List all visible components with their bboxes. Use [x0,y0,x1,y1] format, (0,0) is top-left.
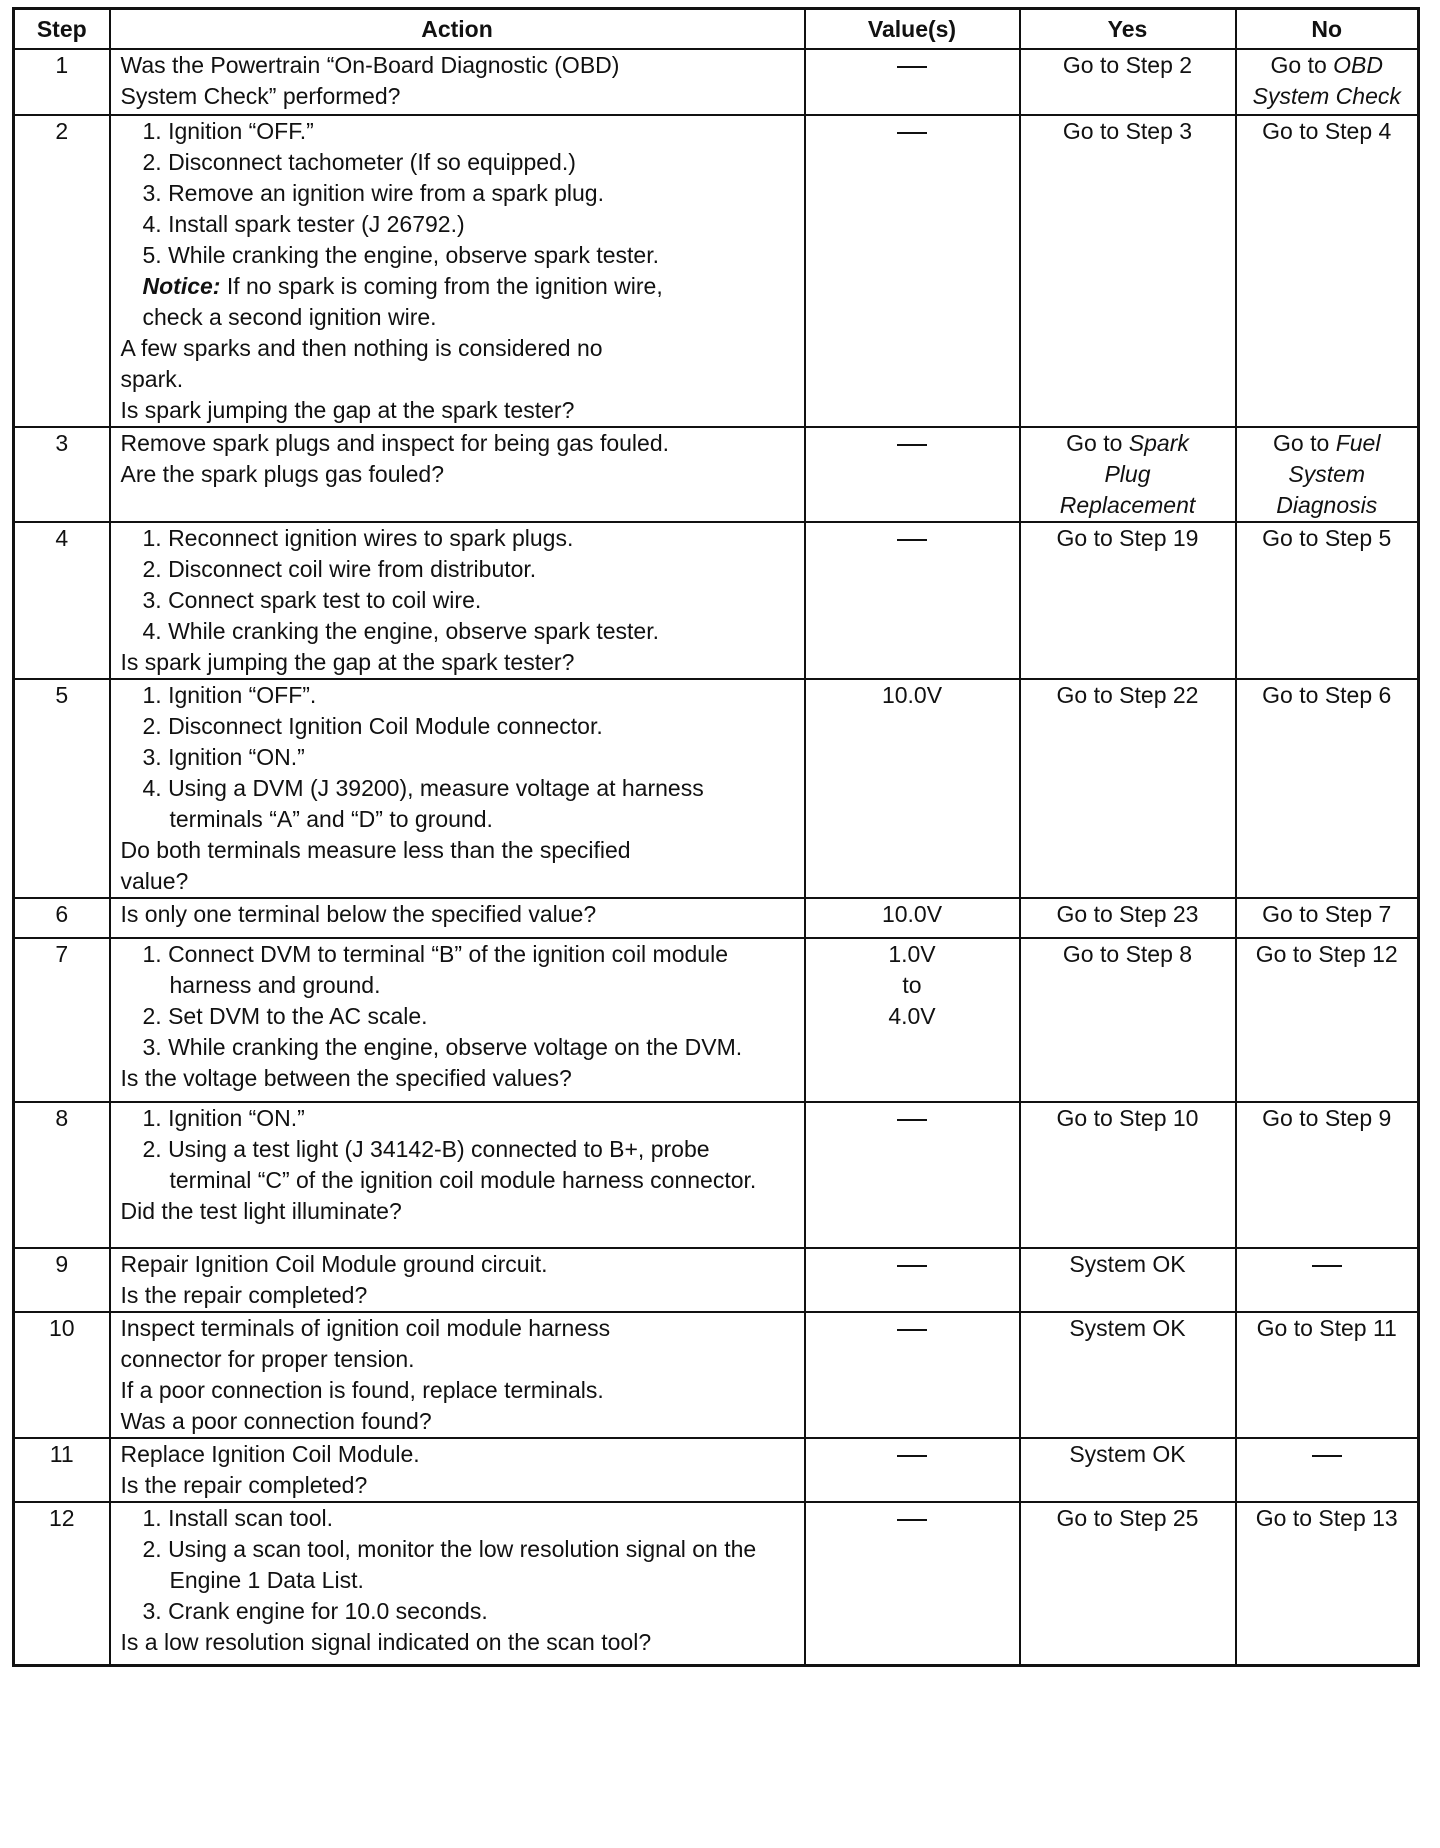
empty-dash [897,539,927,541]
result-text: Go to Step 2 [1062,52,1193,78]
table-row [14,1312,1419,1438]
result-text: Go to Step 13 [1255,1505,1398,1531]
action-step: 1. Connect DVM to terminal “B” of the ignition coil module harness and ground. [142,941,728,998]
action-question: Is spark jumping the gap at the spark tester? [120,649,575,675]
result-text: Go to Step 10 [1056,1105,1199,1131]
no-cell [1236,1102,1419,1248]
header-no: No [1236,9,1419,50]
step-cell: 1 [14,49,110,115]
action-step: 3. Connect spark test to coil wire. [142,587,482,613]
result-text: System OK [1069,1315,1186,1341]
reference-link-text: System [1288,461,1366,487]
no-cell [1236,1248,1419,1312]
value-cell [805,1248,1020,1312]
yes-cell [1020,1502,1236,1665]
action-question: Is the voltage between the specified values? [120,1065,572,1091]
empty-dash [897,1455,927,1457]
table-row [14,1102,1419,1248]
header-yes: Yes [1020,9,1236,50]
no-cell [1236,427,1419,522]
result-text: Go to [1273,430,1336,456]
result-text: Go to Step 3 [1062,118,1193,144]
step-cell: 12 [14,1502,110,1665]
yes-cell [1020,49,1236,115]
action-question: spark. [120,366,184,392]
table-row [14,1248,1419,1312]
result-text: Go to Step 5 [1262,525,1392,551]
value-cell [805,1102,1020,1248]
action-cell [110,1248,805,1312]
step-cell: 7 [14,938,110,1102]
value-cell [805,427,1020,522]
action-cell [110,522,805,679]
action-text: Are the spark plugs gas fouled? [120,461,444,487]
action-question: Did the test light illuminate? [120,1198,402,1224]
action-text: System Check” performed? [120,83,401,109]
action-question: Is a low resolution signal indicated on the scan tool? [120,1629,652,1655]
action-step: 4. While cranking the engine, observe spark tester. [142,618,660,644]
result-text: Go to Step 25 [1056,1505,1199,1531]
action-step: 2. Using a test light (J 34142-B) connected to B+, probe terminal “C” of the ignition coil module harness connector. [142,1136,757,1193]
table-body [14,49,1419,1665]
step-cell: 3 [14,427,110,522]
reference-link-text: Spark [1128,430,1189,456]
reference-link-text: OBD [1333,52,1383,78]
action-step: 2. Disconnect tachometer (If so equipped.) [142,149,576,175]
empty-dash [1312,1265,1342,1267]
reference-link-text: Diagnosis [1276,492,1378,518]
action-cell [110,1438,805,1502]
action-text: Is the repair completed? [120,1282,368,1308]
diagnostic-table [12,7,1420,1667]
no-cell [1236,115,1419,427]
result-text: Go to Step 7 [1262,901,1392,927]
yes-cell [1020,522,1236,679]
action-cell [110,427,805,522]
result-text: System OK [1069,1441,1186,1467]
table-row [14,49,1419,115]
empty-dash [897,1119,927,1121]
step-cell: 8 [14,1102,110,1248]
action-step: 2. Disconnect coil wire from distributor. [142,556,537,582]
result-text: Go to Step 8 [1062,941,1193,967]
step-cell: 9 [14,1248,110,1312]
action-question: Is spark jumping the gap at the spark tester? [120,397,575,423]
step-cell: 11 [14,1438,110,1502]
empty-dash [1312,1455,1342,1457]
table-row [14,115,1419,427]
no-cell [1236,1502,1419,1665]
action-step: 3. While cranking the engine, observe voltage on the DVM. [142,1034,743,1060]
result-text: Go to Step 19 [1056,525,1199,551]
value-text: 1.0V [888,941,936,967]
reference-link-text: System Check [1252,83,1401,109]
value-cell [805,679,1020,898]
notice: Notice: If no spark is coming from the ignition wire, check a second ignition wire. [142,273,663,330]
value-cell [805,49,1020,115]
empty-dash [897,132,927,134]
empty-dash [897,444,927,446]
result-text: Go to Step 12 [1255,941,1398,967]
action-question: Do both terminals measure less than the specified [120,837,631,863]
action-step: 1. Ignition “OFF”. [142,682,317,708]
yes-cell [1020,1312,1236,1438]
no-cell [1236,679,1419,898]
value-cell [805,1438,1020,1502]
no-cell [1236,1438,1419,1502]
action-step: 3. Remove an ignition wire from a spark plug. [142,180,604,206]
table-row [14,679,1419,898]
action-step: 3. Ignition “ON.” [142,744,305,770]
no-cell [1236,1312,1419,1438]
value-text: to [902,972,922,998]
value-cell [805,1502,1020,1665]
diagnostic-page [12,7,1417,1667]
result-text: Go to Step 9 [1262,1105,1392,1131]
result-text: Go to Step 6 [1262,682,1392,708]
action-step: 1. Ignition “OFF.” [142,118,314,144]
result-text: Go to [1066,430,1129,456]
step-cell: 10 [14,1312,110,1438]
step-cell: 4 [14,522,110,679]
action-cell [110,679,805,898]
reference-link-text: Replacement [1059,492,1196,518]
action-step: 1. Reconnect ignition wires to spark plugs. [142,525,574,551]
result-text: Go to Step 23 [1056,901,1199,927]
value-cell [805,115,1020,427]
action-text: Is the repair completed? [120,1472,368,1498]
action-steps [121,116,794,271]
header-step: Step [14,9,110,50]
empty-dash [897,1519,927,1521]
table-row [14,898,1419,938]
table-row [14,1438,1419,1502]
reference-link-text: Plug [1104,461,1151,487]
action-step: 2. Using a scan tool, monitor the low resolution signal on the Engine 1 Data List. [142,1536,757,1593]
value-cell [805,522,1020,679]
value-cell [805,898,1020,938]
step-cell: 5 [14,679,110,898]
action-text: Remove spark plugs and inspect for being gas fouled. [120,430,669,456]
yes-cell [1020,1102,1236,1248]
action-steps [121,680,794,835]
yes-cell [1020,1438,1236,1502]
notice-label: Notice: [142,273,221,299]
yes-cell [1020,898,1236,938]
action-step: 4. Using a DVM (J 39200), measure voltage at harness terminals “A” and “D” to ground. [142,775,704,832]
action-cell [110,115,805,427]
result-text: System OK [1069,1251,1186,1277]
yes-cell [1020,938,1236,1102]
action-steps [121,939,794,1063]
action-steps [121,523,794,647]
value-text: 4.0V [888,1003,936,1029]
yes-cell [1020,679,1236,898]
value-text: 10.0V [881,682,943,708]
action-cell [110,898,805,938]
action-cell [110,1502,805,1665]
action-cell [110,1102,805,1248]
header-values: Value(s) [805,9,1020,50]
action-step: 3. Crank engine for 10.0 seconds. [142,1598,488,1624]
value-cell [805,938,1020,1102]
result-text: Go to Step 11 [1256,1315,1397,1341]
action-text: Replace Ignition Coil Module. [120,1441,420,1467]
result-text: Go to [1270,52,1334,78]
action-text: Inspect terminals of ignition coil module harness [120,1315,611,1341]
empty-dash [897,1329,927,1331]
action-step: 2. Set DVM to the AC scale. [142,1003,428,1029]
empty-dash [897,66,927,68]
action-question: A few sparks and then nothing is considered no [120,335,603,361]
table-row [14,522,1419,679]
action-text: Was the Powertrain “On-Board Diagnostic (OBD) [120,52,620,78]
action-step: 4. Install spark tester (J 26792.) [142,211,465,237]
table-row [14,427,1419,522]
value-cell [805,1312,1020,1438]
action-step: 5. While cranking the engine, observe spark tester. [142,242,660,268]
action-question: value? [120,868,189,894]
step-cell: 6 [14,898,110,938]
action-cell [110,938,805,1102]
action-text: connector for proper tension. [120,1346,415,1372]
header-action: Action [110,9,805,50]
yes-cell [1020,115,1236,427]
yes-cell [1020,427,1236,522]
action-steps [121,1103,794,1196]
action-text: Is only one terminal below the specified value? [120,901,597,927]
action-steps [121,1503,794,1627]
header-row [14,9,1419,50]
empty-dash [897,1265,927,1267]
action-text: If a poor connection is found, replace terminals. [120,1377,604,1403]
action-text: Repair Ignition Coil Module ground circuit. [120,1251,548,1277]
action-cell [110,1312,805,1438]
reference-link-text: Fuel [1335,430,1381,456]
action-step: 1. Ignition “ON.” [142,1105,305,1131]
step-cell: 2 [14,115,110,427]
table-row [14,1502,1419,1665]
yes-cell [1020,1248,1236,1312]
action-cell [110,49,805,115]
action-step: 2. Disconnect Ignition Coil Module connector. [142,713,603,739]
no-cell [1236,522,1419,679]
table-row [14,938,1419,1102]
value-text: 10.0V [881,901,943,927]
no-cell [1236,49,1419,115]
result-text: Go to Step 22 [1056,682,1199,708]
action-step: 1. Install scan tool. [142,1505,333,1531]
result-text: Go to Step 4 [1262,118,1392,144]
action-text: Was a poor connection found? [120,1408,432,1434]
no-cell [1236,938,1419,1102]
no-cell [1236,898,1419,938]
